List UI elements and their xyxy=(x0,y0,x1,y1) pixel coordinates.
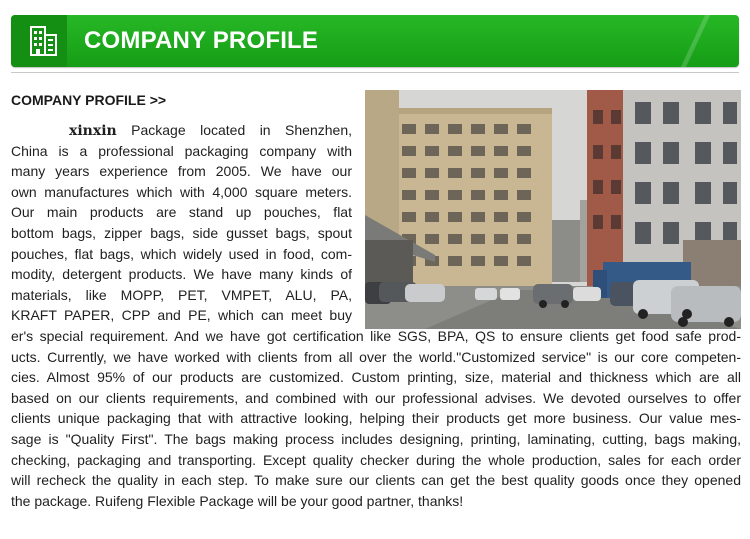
text-line: own manufactures which with 4,000 square meters. xyxy=(11,183,352,200)
text-line: clients unique packaging that with attractive looking, helping their products get more business. Our value mes- xyxy=(11,410,741,427)
divider xyxy=(11,72,739,73)
text-line: Our main products are stand up pouches, flat xyxy=(11,204,352,221)
text-line: modity, detergent products. We have many kinds of xyxy=(11,266,352,283)
company-description xyxy=(11,120,741,511)
text-line: ucts. Currently, we have worked with clients from all over the world."Customized service" is our core competen- xyxy=(11,348,741,365)
text-line: pouches, flat bags, which widely used in food, com- xyxy=(11,245,352,262)
text-line: based on our clients requirements, and combined with our professional advises. We devoted ourselves to offer xyxy=(11,389,741,406)
text-line: xinxin Package located in Shenzhen, xyxy=(69,122,352,139)
text-line: sage is "Quality First". The bags making process includes designing, printing, laminating, cutting, bags making, xyxy=(11,430,741,447)
banner-title: COMPANY PROFILE xyxy=(84,27,319,54)
text-line: many years experience from 2005. We have our xyxy=(11,163,352,180)
text-line: the package. Ruifeng Flexible Package will be your good partner, thanks! xyxy=(11,492,464,509)
text-line: er's special requirement. And we have got certification like SGS, BPA, QS to ensure clients get food safe prod- xyxy=(11,327,741,344)
banner-decoration xyxy=(671,15,731,67)
section-heading: COMPANY PROFILE >> xyxy=(11,92,167,108)
text-line: bottom bags, zipper bags, side gusset bags, spout xyxy=(11,224,352,241)
text-line: cies. Almost 95% of our products are customized. Custom printing, size, material and thickness which are all xyxy=(11,369,741,386)
building-icon xyxy=(27,24,61,58)
text-line: China is a professional packaging company with xyxy=(11,142,352,159)
text-line: will recheck the quality in each step. To make sure our clients can get the best quality goods once they opened xyxy=(11,472,741,489)
brand-name: xinxin xyxy=(69,123,117,139)
text-line: materials, like MOPP, PET, VMPET, ALU, PA, xyxy=(11,286,352,303)
text-line: checking, packaging and transporting. Except quality checker during the whole production, sales for each order xyxy=(11,451,741,468)
section-banner xyxy=(11,15,739,67)
text-line: KRAFT PAPER, CPP and PE, which can meet buy xyxy=(11,307,352,324)
